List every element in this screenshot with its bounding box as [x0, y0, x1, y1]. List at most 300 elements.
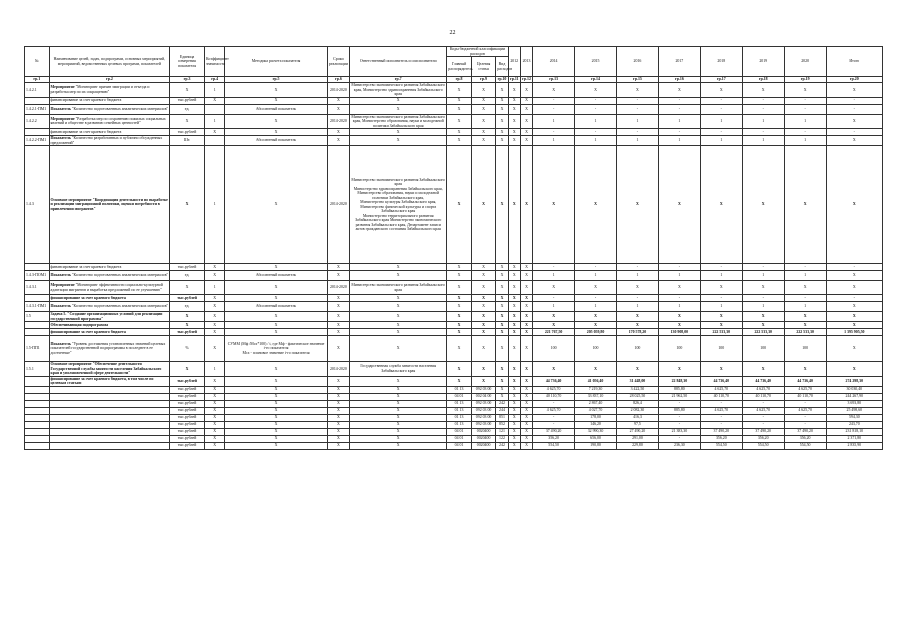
row-value: - [700, 400, 742, 407]
row-responsible: Х [350, 376, 447, 386]
row-code: Х [520, 428, 532, 435]
col-number: гр.7 [350, 77, 447, 83]
row-value: Х [700, 281, 742, 295]
row-responsible: Х [350, 435, 447, 442]
row-term: Х [327, 97, 349, 104]
row-value: Х [575, 322, 617, 329]
row-value: 1 [533, 114, 575, 129]
row-code: Х [520, 83, 532, 98]
row-code: Х [471, 129, 496, 136]
row-number [25, 386, 50, 393]
row-unit: тыс.рублей [170, 414, 205, 421]
row-value: - [826, 129, 882, 136]
row-value: - [616, 264, 658, 271]
row-value: 244 267,90 [826, 393, 882, 400]
row-value: - [742, 97, 784, 104]
row-value: 274 298,30 [826, 376, 882, 386]
row-code: Х [508, 407, 520, 414]
row-value: Х [742, 83, 784, 98]
row-number [25, 400, 50, 407]
col-number: гр.18 [742, 77, 784, 83]
row-value: 356,20 [533, 435, 575, 442]
row-responsible: Х [350, 302, 447, 312]
hdr-year-2017: 2017 [658, 47, 700, 77]
row-coef: 1 [204, 83, 224, 98]
row-value: Х [700, 362, 742, 377]
row-code: Х [496, 336, 508, 362]
row-code: 01 13 [447, 414, 472, 421]
row-method: Х [225, 114, 327, 129]
row-value: 885,80 [658, 407, 700, 414]
row-coef: Х [204, 329, 224, 336]
row-code: Х [520, 281, 532, 295]
row-code: 092 03 00 [471, 414, 496, 421]
hdr-resp: Ответственный исполнитель и соисполнители [350, 47, 447, 77]
col-number: гр.17 [700, 77, 742, 83]
row-unit: Х [170, 114, 205, 129]
row-value: 3 693,80 [826, 400, 882, 407]
row-value: 22 848,30 [658, 376, 700, 386]
row-kind-label: Показатель [50, 341, 71, 346]
table-row [25, 407, 883, 414]
row-term: Х [327, 322, 349, 329]
table-row [25, 362, 883, 377]
col-number: гр.11 [509, 77, 519, 82]
row-name: Показатель "Количество подготовленных аналитических материалов" [49, 104, 170, 114]
program-table [24, 46, 883, 450]
row-value: - [533, 264, 575, 271]
row-value: 1 [533, 271, 575, 281]
row-code: 852 [496, 421, 508, 428]
row-value: 25 498,60 [826, 407, 882, 414]
row-coef: Х [204, 386, 224, 393]
row-value: 1 [533, 302, 575, 312]
row-unit: Шт. [170, 136, 205, 146]
row-code: 121 [496, 428, 508, 435]
row-coef: Х [204, 97, 224, 104]
row-name: Мероприятие "Мониторинг причин эмиграции и отъезда и разработка мер по их сокращению" [49, 83, 170, 98]
row-unit: тыс.рублей [170, 442, 205, 449]
row-responsible: Х [350, 336, 447, 362]
row-value: 1 [575, 136, 617, 146]
row-value: Х [616, 146, 658, 264]
row-kind-label: Показатель [50, 273, 71, 278]
row-value: - [533, 421, 575, 428]
row-code: Х [496, 329, 508, 336]
row-value: - [658, 400, 700, 407]
row-code: Х [447, 329, 472, 336]
row-name [49, 414, 170, 421]
row-value: Х [742, 281, 784, 295]
col-number: гр.3 [170, 77, 205, 83]
hdr-year-2018: 2018 [700, 47, 742, 77]
row-code: Х [508, 312, 520, 322]
table-row [25, 435, 883, 442]
row-value: 4 625,70 [784, 407, 826, 414]
table-row [25, 295, 883, 302]
row-value: Х [658, 322, 700, 329]
row-responsible: Министерство экономического развития Забайкальского края Министерство здравоохранения Забайкальского края, Министерство образования, науки и молодежной политики Забайкальского края, Министерство культуры Забайкальского края, Министерство физической культуры и спорта Забайкальского края Министерство территориального развития Забайкальского края Министерство экономического развития Забайкальского края, Департамент записи актов гражданского состояния Забайкальского края [350, 146, 447, 264]
row-term: Х [327, 271, 349, 281]
row-value: - [575, 264, 617, 271]
row-value: 1 [575, 114, 617, 129]
row-code: Х [520, 407, 532, 414]
row-code: Х [508, 302, 520, 312]
row-code: Х [508, 435, 520, 442]
row-value: Х [616, 362, 658, 377]
table-row [25, 114, 883, 129]
row-number [25, 414, 50, 421]
row-code: Х [471, 146, 496, 264]
hdr-kbk: Коды бюджетной классификации расходов [447, 47, 508, 57]
row-value: - [742, 264, 784, 271]
row-code: 01 13 [447, 386, 472, 393]
row-value: Х [826, 362, 882, 377]
row-value: Х [575, 312, 617, 322]
row-code: Х [520, 129, 532, 136]
row-value: - [533, 129, 575, 136]
row-name: финансирование за счет краевого бюджета [49, 264, 170, 271]
row-code: 0020400 [471, 435, 496, 442]
row-value: 243,70 [826, 421, 882, 428]
row-coef: Х [204, 400, 224, 407]
row-code: Х [447, 322, 472, 329]
row-number [25, 264, 50, 271]
row-value: Х [826, 83, 882, 98]
row-code: Х [508, 362, 520, 377]
row-value: 40 110,70 [784, 393, 826, 400]
row-value: 885,80 [658, 386, 700, 393]
row-number: 1.4.2.1-ПМ1 [25, 104, 50, 114]
row-value: 30 030,40 [826, 386, 882, 393]
col-number: гр.6 [327, 77, 349, 83]
row-value: 1 [742, 114, 784, 129]
row-code: Х [520, 386, 532, 393]
row-unit: Х [170, 146, 205, 264]
table-row [25, 329, 883, 336]
table-row [25, 104, 883, 114]
row-value: 1 [575, 302, 617, 312]
col-number: гр.10 [497, 77, 507, 82]
row-value: 7 219,30 [575, 386, 617, 393]
row-code: Х [447, 104, 472, 114]
row-value: - [826, 264, 882, 271]
row-number [25, 295, 50, 302]
row-code: Х [520, 329, 532, 336]
row-value: 826,4 [616, 400, 658, 407]
row-coef: Х [204, 442, 224, 449]
row-value: 222 533,30 [784, 329, 826, 336]
row-code: Х [508, 414, 520, 421]
row-term: Х [327, 414, 349, 421]
row-value: 1 [616, 302, 658, 312]
hdr-term: Сроки реализации [327, 47, 349, 77]
hdr-kbk-main: Главный распорядитель [447, 57, 472, 77]
row-method: Х [225, 146, 327, 264]
row-value: 100 [575, 336, 617, 362]
row-unit: тыс.рублей [170, 386, 205, 393]
row-name [49, 442, 170, 449]
row-number [25, 421, 50, 428]
row-value: Х [575, 362, 617, 377]
row-code: Х [520, 322, 532, 329]
row-method: Х [225, 295, 327, 302]
row-code: Х [496, 136, 508, 146]
row-code: Х [508, 329, 520, 336]
row-value: - [616, 104, 658, 114]
row-value: Х [533, 83, 575, 98]
row-value: 554,50 [533, 442, 575, 449]
row-method: Х [225, 442, 327, 449]
row-value: 100 [700, 336, 742, 362]
row-number: 1.4.3-ПОМ1 [25, 271, 50, 281]
row-kind-label: Мероприятие [50, 116, 75, 121]
row-responsible: Х [350, 322, 447, 329]
row-responsible: Х [350, 386, 447, 393]
row-unit: тыс.рублей [170, 97, 205, 104]
col-number: гр.5 [225, 77, 327, 83]
row-coef: Х [204, 421, 224, 428]
table-row [25, 83, 883, 98]
row-code: Х [496, 104, 508, 114]
row-code: Х [447, 271, 472, 281]
row-value: 554,50 [742, 442, 784, 449]
row-unit: тыс.рублей [170, 400, 205, 407]
table-row [25, 312, 883, 322]
row-code: Х [508, 271, 520, 281]
row-value: - [533, 295, 575, 302]
hdr-num: № [25, 47, 50, 77]
row-value: 44 736,40 [533, 376, 575, 386]
row-value: 130 908,00 [658, 329, 700, 336]
table-body [25, 77, 883, 450]
row-value: Х [575, 281, 617, 295]
row-value: - [700, 295, 742, 302]
row-value: Х [700, 83, 742, 98]
row-value: Х [533, 312, 575, 322]
row-term: 2014-2020 [327, 281, 349, 295]
row-value: - [826, 97, 882, 104]
row-code: Х [471, 264, 496, 271]
row-unit: тыс.рублей [170, 428, 205, 435]
row-value: 4 625,70 [533, 386, 575, 393]
row-value: 356,20 [784, 435, 826, 442]
row-responsible: Х [350, 421, 447, 428]
row-value: Х [826, 136, 882, 146]
hdr-year-2019: 2019 [742, 47, 784, 77]
row-number [25, 322, 50, 329]
row-value: 100 [616, 336, 658, 362]
row-unit: ед. [170, 104, 205, 114]
row-term: Х [327, 393, 349, 400]
row-code: Х [520, 97, 532, 104]
row-number: 1.4.3 [25, 146, 50, 264]
row-value: 44 736,40 [784, 376, 826, 386]
row-value: 1 [742, 271, 784, 281]
row-term: Х [327, 386, 349, 393]
row-responsible: Х [350, 428, 447, 435]
row-value: - [742, 414, 784, 421]
row-code: Х [447, 83, 472, 98]
row-value: - [533, 104, 575, 114]
row-method: Х [225, 83, 327, 98]
row-code: Х [508, 114, 520, 129]
table-row [25, 442, 883, 449]
row-method: Х [225, 414, 327, 421]
row-code: Х [520, 271, 532, 281]
row-code: Х [520, 146, 532, 264]
row-code: Х [496, 376, 508, 386]
row-method: Абсолютный показатель [225, 271, 327, 281]
row-term: Х [327, 376, 349, 386]
row-code: 092 03 00 [471, 407, 496, 414]
row-responsible: Х [350, 329, 447, 336]
row-code: Х [520, 400, 532, 407]
row-unit: Х [170, 362, 205, 377]
row-kind-label: Показатель [50, 304, 71, 309]
row-code: Х [508, 83, 520, 98]
row-code: Х [496, 295, 508, 302]
row-code: Х [496, 271, 508, 281]
row-coef: Х [204, 336, 224, 362]
row-value: - [575, 129, 617, 136]
row-method: Абсолютный показатель [225, 136, 327, 146]
row-unit: тыс.рублей [170, 407, 205, 414]
row-name [49, 421, 170, 428]
row-term: Х [327, 435, 349, 442]
row-code: Х [447, 312, 472, 322]
row-value: Х [826, 271, 882, 281]
row-name [49, 400, 170, 407]
row-kind-label: Показатель [50, 136, 71, 140]
row-unit: тыс.рублей [170, 295, 205, 302]
row-code: Х [508, 264, 520, 271]
row-value: 221 767,50 [533, 329, 575, 336]
row-responsible: Х [350, 312, 447, 322]
row-value: Х [742, 312, 784, 322]
row-method: Х [225, 362, 327, 377]
row-unit: Х [170, 83, 205, 98]
row-value: 1 [533, 136, 575, 146]
row-code: Х [471, 104, 496, 114]
row-code: 04 01 [447, 428, 472, 435]
row-value: Х [658, 146, 700, 264]
row-code: Х [447, 302, 472, 312]
row-code: Х [471, 302, 496, 312]
row-value: Х [742, 322, 784, 329]
row-code: 01 13 [447, 407, 472, 414]
row-value: Х [575, 83, 617, 98]
row-code: 851 [496, 414, 508, 421]
row-value: 4 625,70 [742, 407, 784, 414]
row-code: Х [520, 104, 532, 114]
row-term: Х [327, 136, 349, 146]
row-value: Х [658, 312, 700, 322]
row-value: - [575, 295, 617, 302]
row-method: Х [225, 322, 327, 329]
row-coef: Х [204, 407, 224, 414]
row-number: 1.4.3.1 [25, 281, 50, 295]
row-value: 1 [742, 302, 784, 312]
row-responsible: Х [350, 271, 447, 281]
row-code: Х [447, 295, 472, 302]
row-term: Х [327, 329, 349, 336]
row-value: 41 056,40 [575, 376, 617, 386]
row-value: 1 [575, 271, 617, 281]
row-value: 4 625,70 [784, 386, 826, 393]
row-method: Х [225, 129, 327, 136]
row-name: Мероприятие "Разработка мер по сохранению пожилых социальных явлений и обществе в развитию семейных ценностей" [49, 114, 170, 129]
row-value: 100 [742, 336, 784, 362]
row-value: 222 533,30 [700, 329, 742, 336]
row-term: 2014-2020 [327, 114, 349, 129]
table-row [25, 386, 883, 393]
row-code: Х [496, 312, 508, 322]
row-method: СУММ (Мф /Мсх*100) / t, где Мф - фактическое значение i-го показателя Мсх - плановое значение i-го показателя [225, 336, 327, 362]
row-value: 1 [784, 302, 826, 312]
table-row [25, 302, 883, 312]
row-code: Х [471, 362, 496, 377]
table-row [25, 336, 883, 362]
row-number [25, 129, 50, 136]
row-coef: 1 [204, 114, 224, 129]
row-code: Х [471, 336, 496, 362]
row-code: Х [447, 129, 472, 136]
row-method: Х [225, 435, 327, 442]
row-value: Х [658, 83, 700, 98]
row-value: - [784, 104, 826, 114]
row-value: 146,20 [575, 421, 617, 428]
row-value: Х [826, 146, 882, 264]
row-number [25, 442, 50, 449]
row-number: 1.5 [25, 312, 50, 322]
row-value: Х [616, 281, 658, 295]
row-code: Х [496, 114, 508, 129]
row-code: Х [520, 264, 532, 271]
row-code: Х [508, 386, 520, 393]
row-name: Мероприятие "Мониторинг эффективности социально-культурной адаптации мигрантов и выработка предложений по ее улучшению" [49, 281, 170, 295]
table-row [25, 264, 883, 271]
row-value: Х [826, 322, 882, 329]
row-method: Абсолютный показатель [225, 302, 327, 312]
row-value: 594,30 [826, 414, 882, 421]
row-code: Х [471, 136, 496, 146]
row-unit: Х [170, 281, 205, 295]
col-number: гр.15 [616, 77, 658, 83]
row-number: 1.4.3.1-ПМ1 [25, 302, 50, 312]
row-value: - [616, 295, 658, 302]
hdr-total: Итого [826, 47, 882, 77]
hdr-year-2020: 2020 [784, 47, 826, 77]
row-unit: тыс.рублей [170, 264, 205, 271]
hdr-method: Методика расчета показателя [225, 47, 327, 77]
row-value: Х [616, 322, 658, 329]
row-value: Х [533, 146, 575, 264]
row-code: Х [508, 400, 520, 407]
row-name: финансирование за счет краевого бюджета [49, 295, 170, 302]
row-term: Х [327, 336, 349, 362]
row-value: 4 625,70 [533, 407, 575, 414]
row-coef: Х [204, 428, 224, 435]
row-number: 1.4.2.2-ПМ1 [25, 136, 50, 146]
row-method: Х [225, 264, 327, 271]
row-responsible: Х [350, 136, 447, 146]
row-code: Х [471, 271, 496, 281]
row-name: Показатель "Количество разработанных и публично обсужденных предложений" [49, 136, 170, 146]
row-value: Х [826, 312, 882, 322]
row-name [49, 407, 170, 414]
row-responsible: Х [350, 400, 447, 407]
